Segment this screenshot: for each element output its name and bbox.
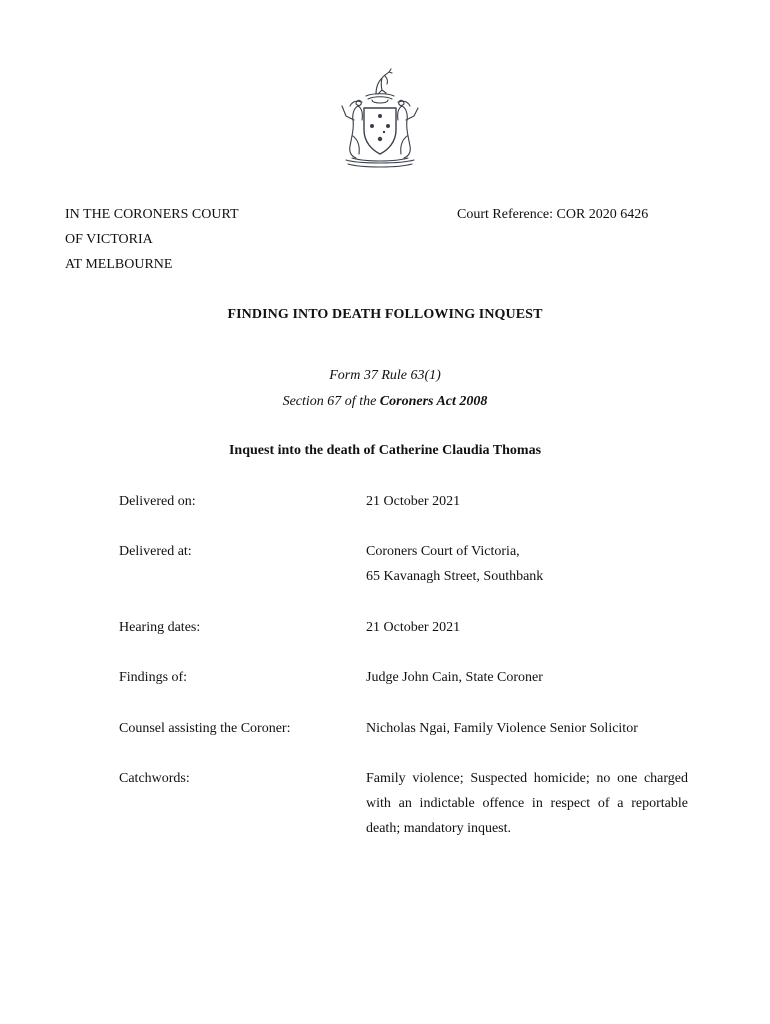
delivered-at-line-2: 65 Kavanagh Street, Southbank [366, 569, 544, 584]
delivered-at-line-1: Coroners Court of Victoria, [366, 544, 520, 559]
coat-of-arms-icon [332, 66, 428, 172]
court-name-line-1: IN THE CORONERS COURT [65, 207, 239, 222]
catchwords-label: Catchwords: [119, 771, 190, 786]
delivered-at-value [366, 539, 688, 589]
inquest-title: Inquest into the death of Catherine Claudia Thomas [228, 443, 542, 458]
delivered-on-label: Delivered on: [119, 494, 196, 509]
section-prefix: Section 67 of the [282, 394, 380, 409]
counsel-assisting-label: Counsel assisting the Coroner: [119, 721, 291, 736]
court-reference: Court Reference: COR 2020 6426 [457, 207, 649, 222]
document-title: FINDING INTO DEATH FOLLOWING INQUEST [227, 307, 543, 322]
findings-of-value: Judge John Cain, State Coroner [366, 670, 543, 685]
hearing-dates-label: Hearing dates: [119, 620, 201, 635]
form-rule-line: Form 37 Rule 63(1) [329, 368, 441, 383]
court-name-line-2: OF VICTORIA [65, 232, 153, 247]
hearing-dates-value: 21 October 2021 [366, 620, 461, 635]
catchwords-value: Family violence; Suspected homicide; no one charged with an indictable offence in respect of a reportable death; mandatory inquest. [366, 771, 688, 836]
act-name: Coroners Act 2008 [379, 394, 488, 409]
delivered-at-label: Delivered at: [119, 544, 192, 559]
counsel-assisting-value: Nicholas Ngai, Family Violence Senior Solicitor [366, 721, 638, 736]
section-line [0, 394, 770, 410]
court-name-line-3: AT MELBOURNE [65, 257, 173, 272]
delivered-on-value: 21 October 2021 [366, 494, 461, 509]
findings-of-label: Findings of: [119, 670, 188, 685]
